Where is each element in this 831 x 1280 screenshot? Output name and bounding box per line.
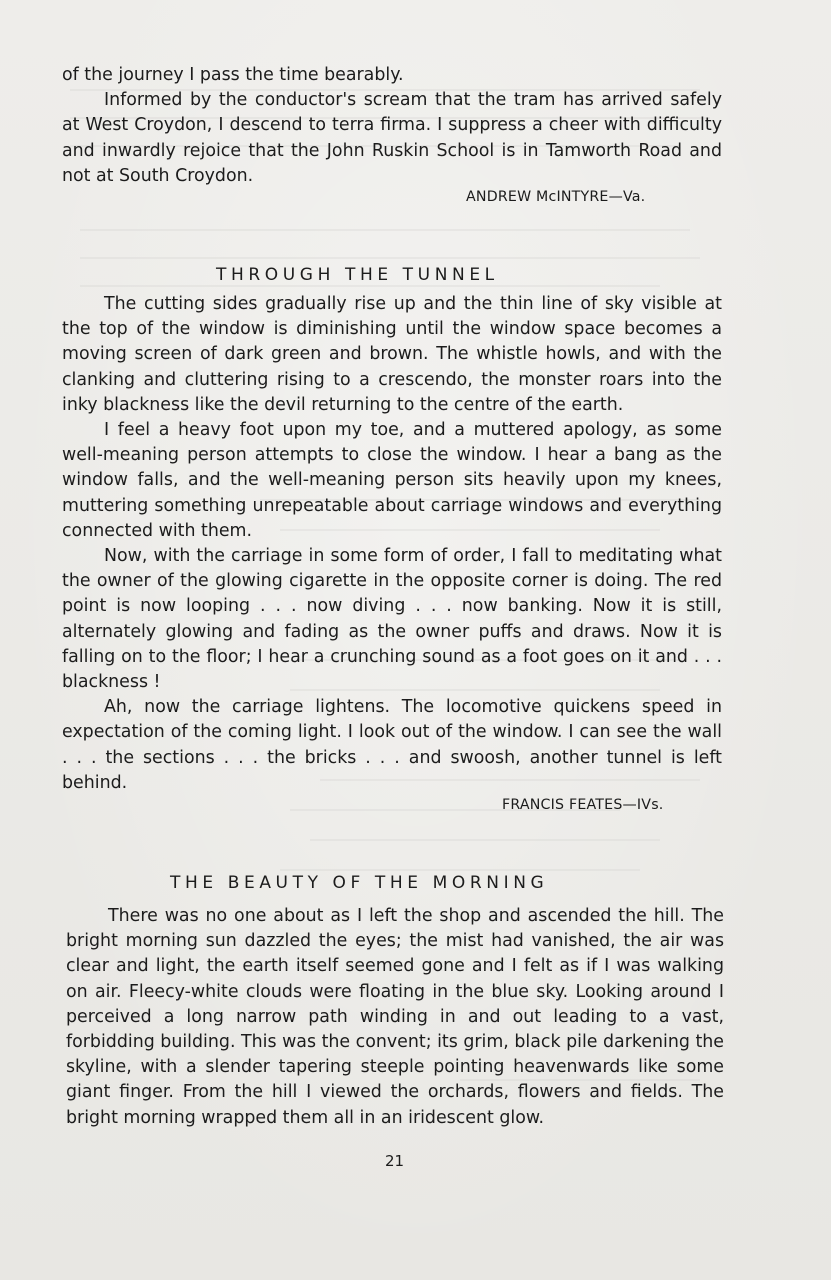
section-morning-body <box>66 904 724 1131</box>
paragraph: There was no one about as I left the shop and ascended the hill. The bright morning sun dazzled the eyes; the mist had vanished, the air was clear and light, the earth itself seemed gone and I felt as if I was walking on air. Fleecy-white clouds were floating in the blue sky. Looking around I perceived a long narrow path winding in and out leading to a vast, forbidding building. This was the convent; its grim, black pile darkening the skyline, with a slender tapering steeple pointing heavenwards like some giant finger. From the hill I viewed the orchards, flowers and fields. The bright morning wrapped them all in an iridescent glow. <box>66 906 724 1128</box>
paragraph: Ah, now the carriage lightens. The locomotive quickens speed in expectation of the coming light. I look out of the window. I can see the wall . . . the sections . . . the bricks . . . and swoosh, another tunnel is left behind. <box>62 697 722 793</box>
section-andrew-body <box>62 63 722 189</box>
paragraph: of the journey I pass the time bearably. <box>62 65 404 85</box>
author-francis-feates: FRANCIS FEATES—IVs. <box>502 797 664 813</box>
page-number: 21 <box>385 1152 405 1170</box>
heading-beauty-of-the-morning: THE BEAUTY OF THE MORNING <box>170 873 549 893</box>
paragraph: The cutting sides gradually rise up and the thin line of sky visible at the top of the window is diminishing until the window space becomes a moving screen of dark green and brown. The whistle howls, and with the clanking and cluttering rising to a crescendo, the monster roars into the inky blackness like the devil returning to the centre of the earth. <box>62 294 722 415</box>
section-tunnel-body <box>62 292 722 796</box>
paragraph: Now, with the carriage in some form of order, I fall to meditating what the owner of the glowing cigarette in the opposite corner is doing. The red point is now looping . . . now diving . . . now banking. Now it is still, alternately glowing and fading as the owner puffs and draws. Now it is falling on to the floor; I hear a crunching sound as a foot goes on it and . . . blackness ! <box>62 546 722 693</box>
paragraph: Informed by the conductor's scream that the tram has arrived safely at West Croydon, I descend to terra firma. I suppress a cheer with difficulty and inwardly rejoice that the John Ruskin School is in Tamworth Road and not at South Croydon. <box>62 90 722 186</box>
paragraph: I feel a heavy foot upon my toe, and a muttered apology, as some well-meaning person attempts to close the window. I hear a bang as the window falls, and the well-meaning person sits heavily upon my knees, muttering something unrepeatable about carriage windows and everything connected with them. <box>62 420 722 541</box>
heading-through-the-tunnel: THROUGH THE TUNNEL <box>216 265 499 285</box>
author-andrew-mcintyre: ANDREW McINTYRE—Va. <box>466 189 646 205</box>
